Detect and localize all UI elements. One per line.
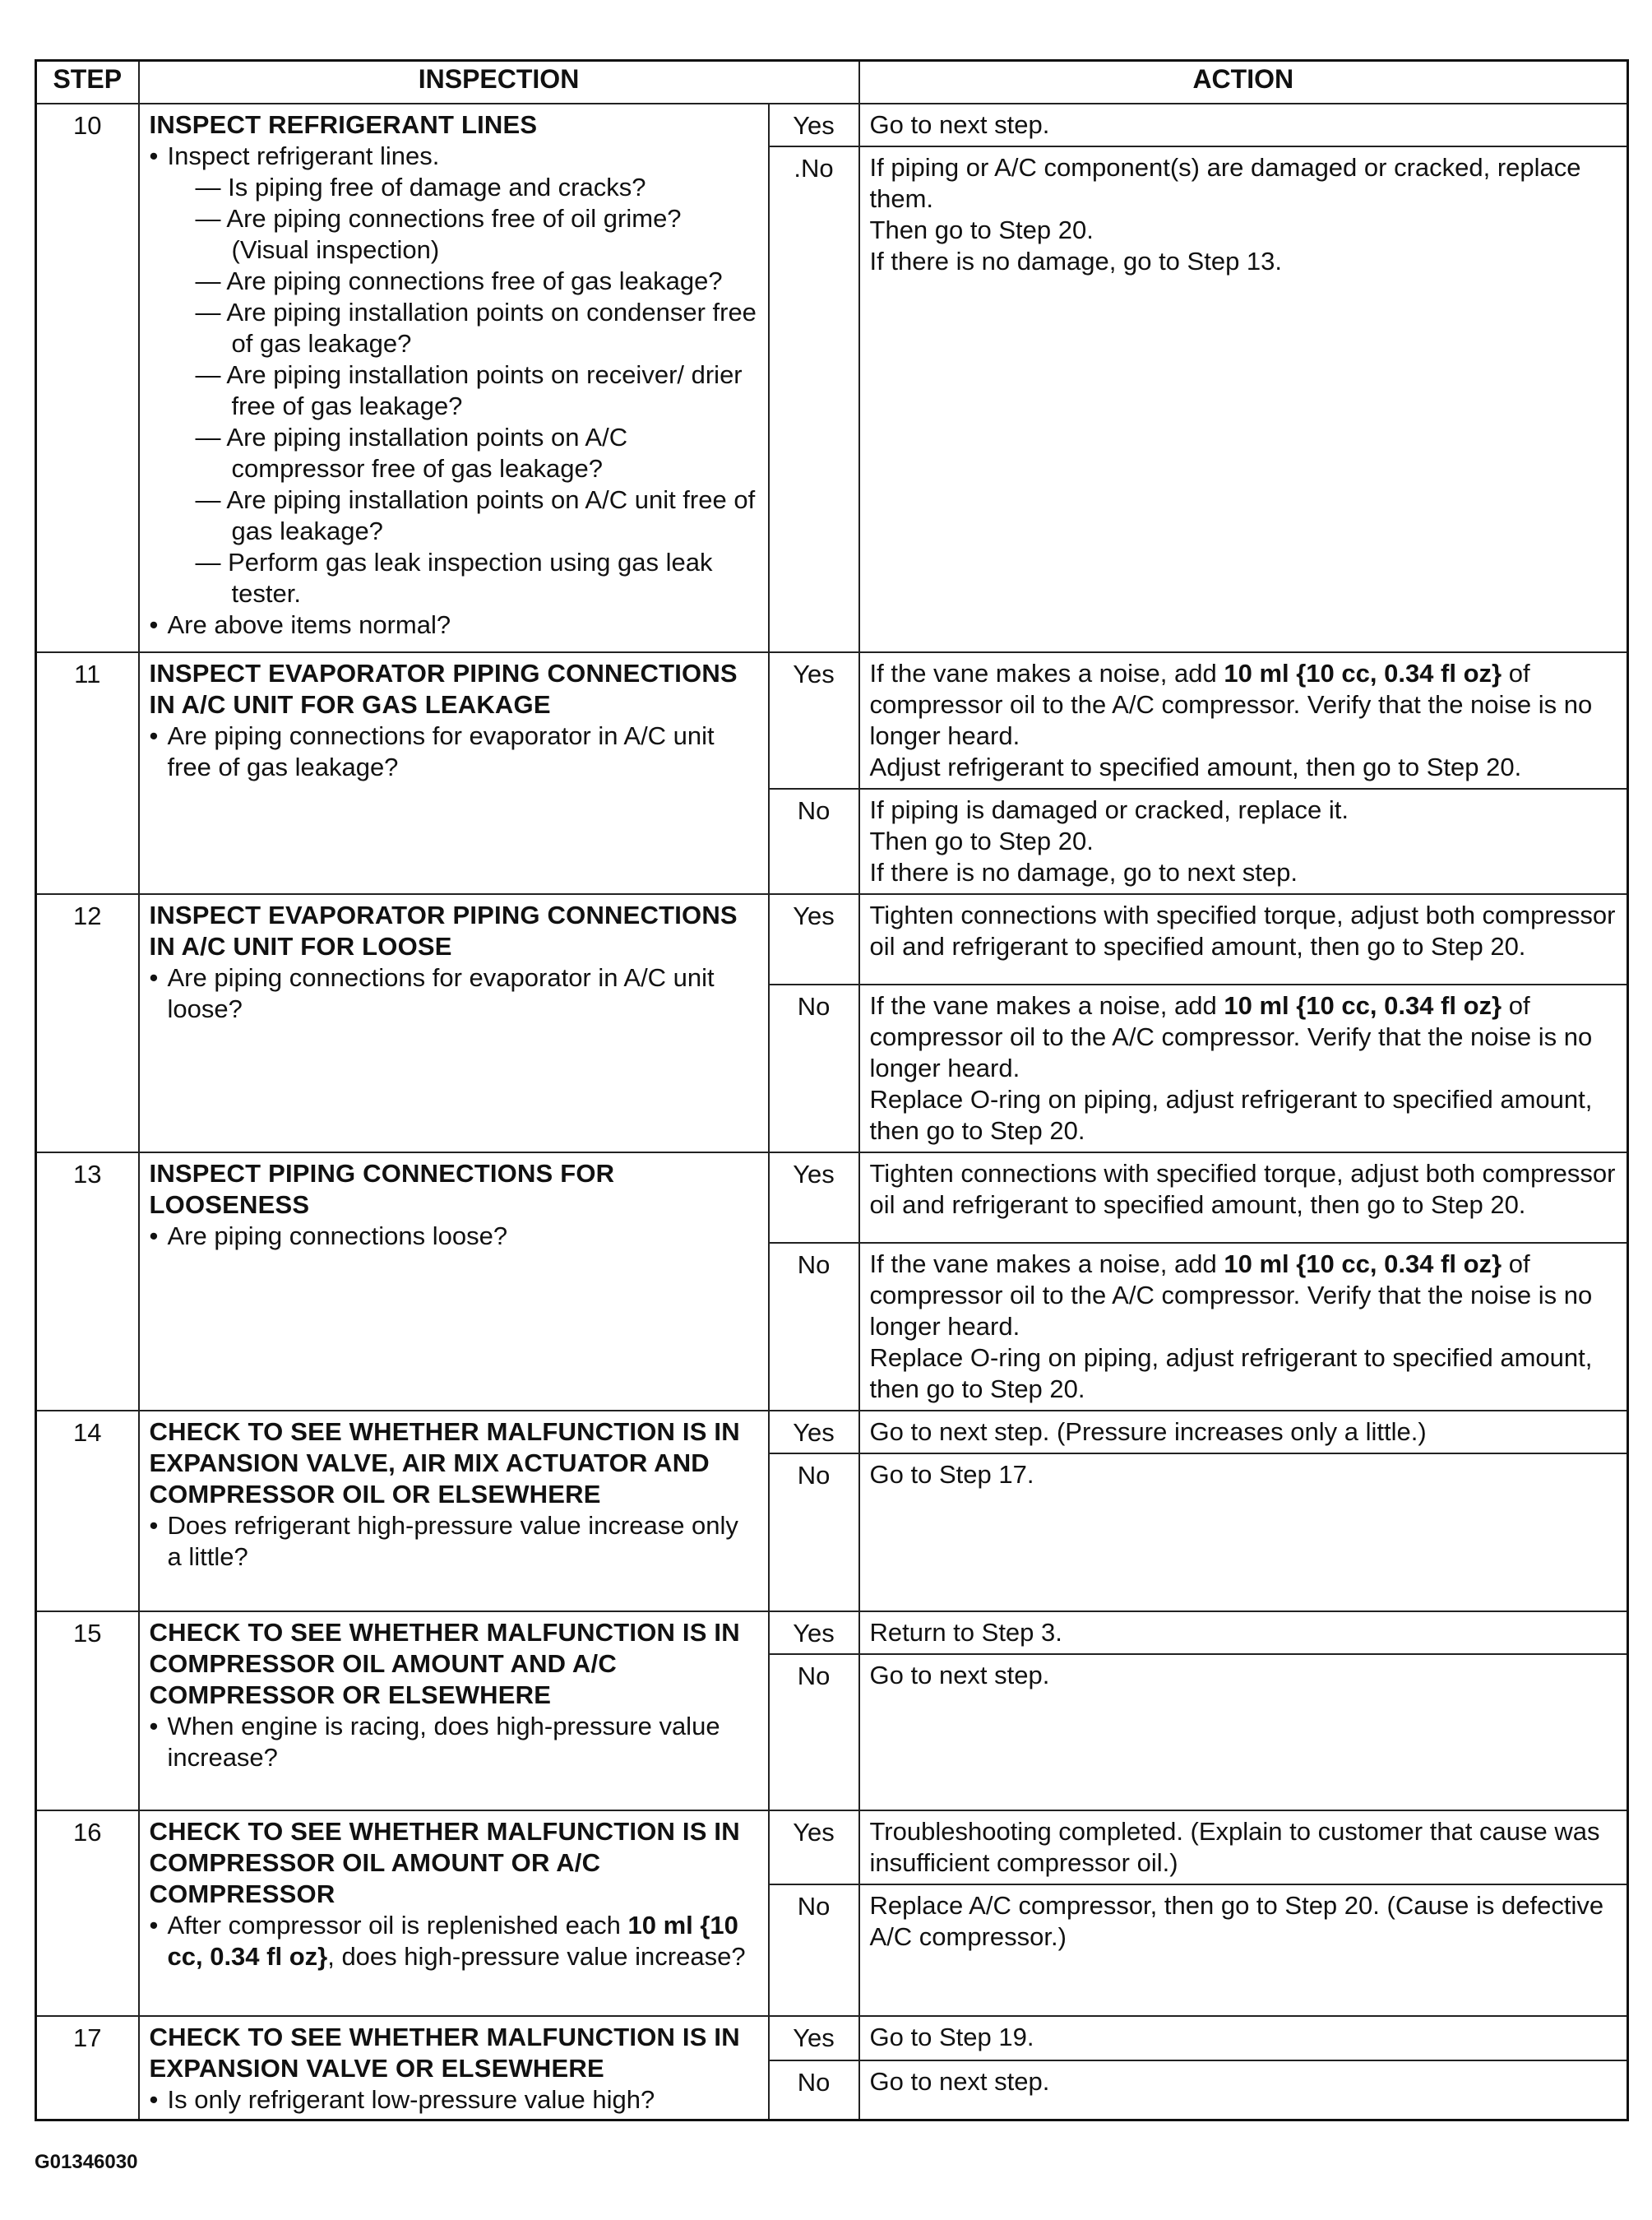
inspection-subitem: [150, 359, 760, 422]
bullet-text: Is only refrigerant low-pressure value high?: [167, 2085, 655, 2114]
inspection-bullet: [150, 141, 760, 172]
step-number: 15: [36, 1611, 139, 1810]
action-line: If there is no damage, go to Step 13.: [869, 247, 1283, 276]
action-cell: [859, 1611, 1628, 1654]
subitem-text: Is piping free of damage and cracks?: [228, 173, 646, 202]
inspection-title: INSPECT EVAPORATOR PIPING CONNECTIONS IN A/C UNIT FOR LOOSE: [149, 901, 738, 961]
inspection-subitem: [150, 422, 760, 484]
step-number: 16: [36, 1810, 139, 2016]
action-cell: [859, 2016, 1628, 2060]
table-row: [36, 2016, 1628, 2060]
action-line: Go to next step. (Pressure increases only a little.): [869, 1417, 1427, 1446]
inspection-bullet: [150, 2084, 760, 2116]
inspection-cell: [139, 1611, 769, 1810]
result-label: No: [769, 789, 859, 894]
step-number: 12: [36, 894, 139, 1152]
action-cell: [859, 104, 1628, 146]
dash-icon: —: [195, 204, 227, 233]
header-inspection: INSPECTION: [139, 61, 859, 104]
bullet-icon: •: [149, 1712, 159, 1740]
action-line: Go to next step.: [869, 2066, 1050, 2096]
inspection-title: INSPECT REFRIGERANT LINES: [149, 110, 538, 139]
dash-icon: —: [195, 548, 229, 577]
dash-icon: —: [195, 173, 229, 202]
action-line: Then go to Step 20.: [869, 827, 1094, 855]
action-cell: [859, 2060, 1628, 2120]
bullet-text: Are piping connections loose?: [167, 1221, 508, 1250]
table-header-row: [36, 61, 1628, 104]
action-line: Tighten connections with specified torque, adjust both compressor oil and refrigerant to specified amount, then go to Step 20.: [869, 901, 1616, 961]
inspection-cell: [139, 2016, 769, 2120]
subitem-text: Perform gas leak inspection using gas leak tester.: [228, 548, 713, 608]
inspection-cell: [139, 1411, 769, 1611]
inspection-cell: [139, 1152, 769, 1411]
dash-icon: —: [195, 298, 227, 327]
step-number: 11: [36, 652, 139, 894]
result-label: Yes: [769, 1810, 859, 1884]
inspection-subitem: [150, 547, 760, 609]
table-row: [36, 104, 1628, 146]
table-row: [36, 894, 1628, 985]
result-label: No: [769, 1884, 859, 2016]
subitem-text: Are piping connections free of oil grime? (Visual inspection): [226, 204, 682, 264]
table-body: [36, 104, 1628, 2120]
action-cell: [859, 985, 1628, 1152]
result-label: Yes: [769, 1611, 859, 1654]
inspection-cell: [139, 894, 769, 1152]
table-row: [36, 1810, 1628, 1884]
bullet-icon: •: [149, 2085, 159, 2114]
inspection-bullet: [150, 1510, 760, 1573]
bullet-icon: •: [149, 610, 159, 639]
inspection-subitem: [150, 297, 760, 359]
inspection-bullet: [150, 1910, 760, 1972]
inspection-subitem: [150, 266, 760, 297]
result-label: Yes: [769, 652, 859, 789]
action-cell: [859, 146, 1628, 652]
bullet-text: Does refrigerant high-pressure value increase only a little?: [167, 1511, 738, 1571]
action-line: Replace A/C compressor, then go to Step 20. (Cause is defective A/C compressor.): [869, 1891, 1604, 1951]
bullet-icon: •: [149, 141, 159, 170]
table-row: [36, 1152, 1628, 1243]
action-cell: [859, 789, 1628, 894]
subitem-text: Are piping installation points on condenser free of gas leakage?: [226, 298, 757, 358]
action-cell: [859, 1152, 1628, 1243]
bullet-text: Inspect refrigerant lines.: [167, 141, 440, 170]
inspection-cell: [139, 652, 769, 894]
action-line: If piping is damaged or cracked, replace it.: [869, 795, 1349, 824]
action-cell: [859, 1411, 1628, 1453]
result-label: Yes: [769, 1152, 859, 1243]
table-row: [36, 652, 1628, 789]
action-line: If the vane makes a noise, add 10 ml {10 cc, 0.34 fl oz} of compressor oil to the A/C compressor. Verify that the noise is no longer heard.: [869, 659, 1593, 750]
figure-code: G01346030: [35, 2151, 138, 2173]
action-cell: [859, 1453, 1628, 1611]
result-label: No: [769, 1654, 859, 1810]
inspection-title: CHECK TO SEE WHETHER MALFUNCTION IS IN EXPANSION VALVE OR ELSEWHERE: [149, 2023, 740, 2083]
header-step: STEP: [36, 61, 139, 104]
action-cell: [859, 1810, 1628, 1884]
step-number: 13: [36, 1152, 139, 1411]
table-row: [36, 1611, 1628, 1654]
action-line: Troubleshooting completed. (Explain to customer that cause was insufficient compressor oil.): [869, 1817, 1600, 1877]
result-label: .No: [769, 146, 859, 652]
subitem-text: Are piping connections free of gas leakage?: [226, 266, 723, 295]
step-number: 17: [36, 2016, 139, 2120]
subitem-text: Are piping installation points on A/C unit free of gas leakage?: [226, 485, 756, 545]
result-label: No: [769, 985, 859, 1152]
inspection-subitem: [150, 203, 760, 266]
inspection-subitem: [150, 172, 760, 203]
inspection-bullet: [150, 962, 760, 1025]
action-line: Go to next step.: [869, 1661, 1050, 1689]
inspection-bullet: [150, 1221, 760, 1252]
bullet-icon: •: [149, 1511, 159, 1540]
result-label: No: [769, 1453, 859, 1611]
inspection-cell: [139, 104, 769, 652]
step-number: 10: [36, 104, 139, 652]
inspection-title: CHECK TO SEE WHETHER MALFUNCTION IS IN EXPANSION VALVE, AIR MIX ACTUATOR AND COMPRESSOR OIL OR ELSEWHERE: [149, 1417, 740, 1509]
step-number: 14: [36, 1411, 139, 1611]
bullet-icon: •: [149, 721, 159, 750]
dash-icon: —: [195, 423, 227, 452]
action-line: Then go to Step 20.: [869, 216, 1094, 244]
bullet-text: Are piping connections for evaporator in A/C unit free of gas leakage?: [167, 721, 715, 781]
action-line: If piping or A/C component(s) are damaged or cracked, replace them.: [869, 153, 1581, 213]
action-cell: [859, 894, 1628, 985]
result-label: Yes: [769, 2016, 859, 2060]
bullet-text: Are piping connections for evaporator in A/C unit loose?: [167, 963, 715, 1023]
action-line: Replace O-ring on piping, adjust refrigerant to specified amount, then go to Step 20.: [869, 1085, 1593, 1145]
subitem-text: Are piping installation points on receiver/ drier free of gas leakage?: [226, 360, 743, 420]
bullet-text: Are above items normal?: [167, 610, 451, 639]
inspection-title: INSPECT PIPING CONNECTIONS FOR LOOSENESS: [149, 1159, 615, 1219]
action-line: If there is no damage, go to next step.: [869, 858, 1298, 887]
result-label: Yes: [769, 1411, 859, 1453]
bullet-icon: •: [149, 1911, 159, 1940]
action-line: If the vane makes a noise, add 10 ml {10 cc, 0.34 fl oz} of compressor oil to the A/C compressor. Verify that the noise is no longer heard.: [869, 991, 1593, 1082]
inspection-subitem: [150, 484, 760, 547]
dash-icon: —: [195, 360, 227, 389]
action-line: Adjust refrigerant to specified amount, then go to Step 20.: [869, 753, 1522, 781]
header-action: ACTION: [859, 61, 1628, 104]
action-line: Go to Step 17.: [869, 1460, 1034, 1489]
inspection-cell: [139, 1810, 769, 2016]
dash-icon: —: [195, 485, 227, 514]
dash-icon: —: [195, 266, 227, 295]
action-line: Go to Step 19.: [869, 2023, 1034, 2051]
result-label: No: [769, 2060, 859, 2120]
action-line: Tighten connections with specified torque, adjust both compressor oil and refrigerant to specified amount, then go to Step 20.: [869, 1159, 1616, 1219]
action-line: Return to Step 3.: [869, 1618, 1062, 1647]
inspection-bullet: [150, 609, 760, 641]
action-line: Replace O-ring on piping, adjust refrigerant to specified amount, then go to Step 20.: [869, 1343, 1593, 1403]
action-cell: [859, 1884, 1628, 2016]
action-cell: [859, 652, 1628, 789]
table-row: [36, 1411, 1628, 1453]
action-cell: [859, 1654, 1628, 1810]
action-line: If the vane makes a noise, add 10 ml {10 cc, 0.34 fl oz} of compressor oil to the A/C compressor. Verify that the noise is no longer heard.: [869, 1249, 1593, 1341]
result-label: Yes: [769, 894, 859, 985]
bullet-text: After compressor oil is replenished each 10 ml {10 cc, 0.34 fl oz}, does high-pressure value increase?: [167, 1911, 746, 1971]
inspection-bullet: [150, 1711, 760, 1773]
inspection-title: INSPECT EVAPORATOR PIPING CONNECTIONS IN A/C UNIT FOR GAS LEAKAGE: [149, 659, 738, 719]
bullet-icon: •: [149, 1221, 159, 1250]
result-label: Yes: [769, 104, 859, 146]
result-label: No: [769, 1243, 859, 1411]
troubleshooting-table: [35, 59, 1629, 2121]
inspection-title: CHECK TO SEE WHETHER MALFUNCTION IS IN COMPRESSOR OIL AMOUNT OR A/C COMPRESSOR: [149, 1817, 740, 1908]
action-cell: [859, 1243, 1628, 1411]
bullet-icon: •: [149, 963, 159, 992]
bullet-text: When engine is racing, does high-pressure value increase?: [167, 1712, 720, 1772]
inspection-title: CHECK TO SEE WHETHER MALFUNCTION IS IN COMPRESSOR OIL AMOUNT AND A/C COMPRESSOR OR ELSEWHERE: [149, 1618, 740, 1709]
action-line: Go to next step.: [869, 110, 1050, 139]
inspection-bullet: [150, 721, 760, 783]
subitem-text: Are piping installation points on A/C compressor free of gas leakage?: [226, 423, 628, 483]
